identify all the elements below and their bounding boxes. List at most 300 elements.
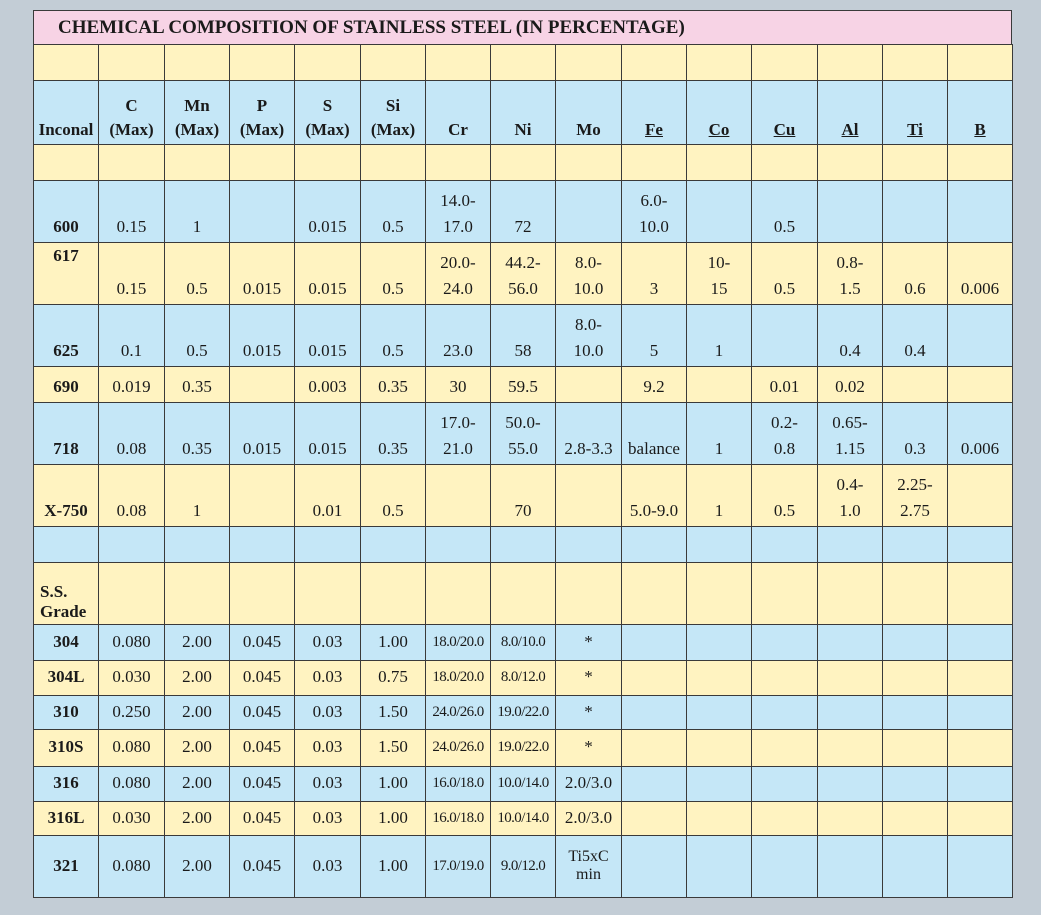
- cell-si: 0.5: [361, 305, 426, 367]
- empty-cell: [818, 625, 883, 661]
- empty-cell: [491, 145, 556, 181]
- cell-c: 0.030: [99, 802, 165, 836]
- cell-line: [754, 188, 815, 214]
- empty-cell: [883, 45, 948, 81]
- cell-fe: [622, 403, 687, 465]
- cell-line: [624, 250, 684, 276]
- cell-ti: [883, 367, 948, 403]
- empty-cell: [948, 527, 1013, 563]
- cell-si: 1.50: [361, 730, 426, 767]
- cell-fe: [622, 465, 687, 527]
- cell-line: 56.0: [508, 279, 538, 298]
- cell-mo: [556, 836, 622, 898]
- empty-cell: [818, 145, 883, 181]
- cell-cu: [752, 305, 818, 367]
- empty-cell: [295, 563, 361, 625]
- cell-co: [687, 243, 752, 305]
- cell-line: [689, 214, 749, 240]
- cell-si: 0.35: [361, 403, 426, 465]
- cell-cr: [426, 181, 491, 243]
- empty-cell: [687, 625, 752, 661]
- cell-p: 0.045: [230, 696, 295, 730]
- empty-cell: [622, 661, 687, 696]
- cell-line: S: [322, 96, 333, 115]
- cell-p: 0.045: [230, 625, 295, 661]
- cell-al: [818, 243, 883, 305]
- cell-c: 0.1: [99, 305, 165, 367]
- cell-line: 10.0: [573, 341, 604, 360]
- empty-cell: [295, 527, 361, 563]
- cell-line: Mn: [184, 96, 210, 115]
- spacer-row: [34, 527, 1013, 563]
- cell-p: [230, 465, 295, 527]
- cell-p: 0.045: [230, 802, 295, 836]
- cell-line: 0.8: [773, 439, 796, 458]
- header-cu: Cu: [752, 81, 818, 145]
- empty-cell: [883, 563, 948, 625]
- empty-cell: [883, 802, 948, 836]
- header-b: B: [948, 81, 1013, 145]
- cell-line: [689, 472, 749, 498]
- cell-ti: [883, 181, 948, 243]
- cell-line: (Max): [305, 120, 350, 139]
- cell-line: [885, 410, 945, 436]
- header-p: [230, 81, 295, 145]
- cell-line: 10-: [707, 253, 731, 272]
- cell-line: 0.5: [773, 501, 796, 520]
- cell-c: 0.080: [99, 836, 165, 898]
- empty-cell: [165, 145, 230, 181]
- empty-cell: [752, 661, 818, 696]
- cell-line: 23.0: [443, 341, 473, 360]
- cell-si: 0.5: [361, 465, 426, 527]
- cell-cr: [426, 403, 491, 465]
- cell-line: 8.0-: [575, 253, 602, 272]
- cell-co: [687, 465, 752, 527]
- empty-cell: [883, 145, 948, 181]
- row-grade: 690: [34, 367, 99, 403]
- empty-cell: [752, 625, 818, 661]
- cell-line: 0.4: [839, 341, 861, 360]
- cell-line: 24.0: [443, 279, 473, 298]
- header-mo: Mo: [556, 81, 622, 145]
- row-grade: 310S: [34, 730, 99, 767]
- cell-mo: [556, 181, 622, 243]
- cell-si: 0.5: [361, 181, 426, 243]
- row-grade: 304L: [34, 661, 99, 696]
- cell-b: [948, 305, 1013, 367]
- cell-line: 5.0-9.0: [629, 501, 679, 520]
- cell-mo: [556, 305, 622, 367]
- row-grade: 617: [34, 243, 99, 305]
- empty-cell: [622, 527, 687, 563]
- empty-cell: [752, 45, 818, 81]
- cell-c: 0.08: [99, 403, 165, 465]
- cell-line: [428, 312, 488, 338]
- empty-cell: [361, 563, 426, 625]
- cell-c: 0.250: [99, 696, 165, 730]
- cell-s: 0.03: [295, 625, 361, 661]
- cell-line: [820, 214, 880, 240]
- empty-cell: [230, 45, 295, 81]
- empty-cell: [99, 145, 165, 181]
- cell-p: [230, 181, 295, 243]
- empty-cell: [687, 45, 752, 81]
- cell-ni: 72: [491, 181, 556, 243]
- cell-si: 1.00: [361, 802, 426, 836]
- cell-al: [818, 181, 883, 243]
- row-grade: 316L: [34, 802, 99, 836]
- cell-b: 0.006: [948, 243, 1013, 305]
- empty-cell: [491, 45, 556, 81]
- empty-cell: [34, 527, 99, 563]
- empty-cell: [622, 836, 687, 898]
- cell-si: 1.00: [361, 767, 426, 802]
- cell-line: 1: [714, 501, 724, 520]
- header-inconal: Inconal: [34, 81, 99, 145]
- empty-cell: [948, 625, 1013, 661]
- header-s: [295, 81, 361, 145]
- cell-fe: [622, 181, 687, 243]
- cell-cr: [426, 243, 491, 305]
- empty-cell: [752, 730, 818, 767]
- cell-line: 0.4-: [836, 475, 864, 494]
- cell-line: [558, 410, 619, 436]
- cell-ti: [883, 243, 948, 305]
- cell-line: 3: [649, 279, 659, 298]
- table-body: [34, 45, 1013, 898]
- empty-cell: [295, 145, 361, 181]
- header-cr: Cr: [426, 81, 491, 145]
- empty-cell: [622, 45, 687, 81]
- row-grade: 625: [34, 305, 99, 367]
- cell-line: C: [125, 96, 138, 115]
- cell-c: 0.080: [99, 730, 165, 767]
- empty-cell: [883, 527, 948, 563]
- cell-line: 6.0-: [640, 191, 668, 210]
- empty-cell: [948, 836, 1013, 898]
- cell-line: balance: [628, 439, 680, 458]
- cell-ni: 19.0/22.0: [491, 696, 556, 730]
- empty-cell: [752, 145, 818, 181]
- empty-cell: [556, 527, 622, 563]
- cell-mn: 0.35: [165, 367, 230, 403]
- cell-ni: 8.0/10.0: [491, 625, 556, 661]
- empty-cell: [361, 45, 426, 81]
- cell-line: [885, 214, 945, 240]
- cell-line: 0.3: [904, 439, 926, 458]
- cell-ti: [883, 305, 948, 367]
- cell-s: 0.03: [295, 696, 361, 730]
- cell-line: 1.5: [839, 279, 861, 298]
- empty-cell: [34, 45, 99, 81]
- ss-row: [34, 696, 1013, 730]
- cell-cr: [426, 305, 491, 367]
- cell-line: 1: [714, 341, 724, 360]
- header-c: [99, 81, 165, 145]
- cell-p: 0.015: [230, 305, 295, 367]
- cell-al: 0.02: [818, 367, 883, 403]
- row-grade: 304: [34, 625, 99, 661]
- empty-cell: [426, 527, 491, 563]
- cell-mn: 2.00: [165, 767, 230, 802]
- cell-mo: *: [556, 625, 622, 661]
- cell-line: P: [256, 96, 268, 115]
- empty-cell: [818, 696, 883, 730]
- cell-s: 0.03: [295, 802, 361, 836]
- cell-cr: 24.0/26.0: [426, 730, 491, 767]
- cell-line: 1.15: [835, 439, 865, 458]
- cell-line: 17.0-: [440, 413, 476, 432]
- empty-cell: [491, 527, 556, 563]
- cell-s: 0.03: [295, 661, 361, 696]
- cell-line: [885, 188, 945, 214]
- empty-cell: [948, 696, 1013, 730]
- cell-mn: 2.00: [165, 802, 230, 836]
- empty-cell: [948, 145, 1013, 181]
- row-grade: X-750: [34, 465, 99, 527]
- cell-line: [689, 188, 749, 214]
- empty-cell: [752, 563, 818, 625]
- spacer-row: [34, 145, 1013, 181]
- cell-p: 0.015: [230, 243, 295, 305]
- cell-mo: [556, 243, 622, 305]
- composition-sheet: [33, 10, 1012, 898]
- cell-line: 0.4: [904, 341, 926, 360]
- empty-cell: [687, 527, 752, 563]
- cell-ni: [491, 465, 556, 527]
- cell-ni: 59.5: [491, 367, 556, 403]
- empty-cell: [426, 563, 491, 625]
- cell-c: 0.08: [99, 465, 165, 527]
- cell-cu: 0.01: [752, 367, 818, 403]
- cell-s: 0.015: [295, 181, 361, 243]
- cell-cu: [752, 403, 818, 465]
- cell-p: [230, 367, 295, 403]
- cell-s: 0.03: [295, 730, 361, 767]
- empty-cell: [556, 45, 622, 81]
- cell-line: 0.65-: [832, 413, 868, 432]
- row-grade: 321: [34, 836, 99, 898]
- cell-mo: [556, 367, 622, 403]
- cell-line: [689, 410, 749, 436]
- cell-cu: [752, 243, 818, 305]
- cell-line: Ti5xC: [568, 847, 609, 865]
- empty-cell: [818, 661, 883, 696]
- cell-mo: *: [556, 696, 622, 730]
- empty-cell: [622, 563, 687, 625]
- cell-line: [558, 498, 619, 524]
- header-ti: Ti: [883, 81, 948, 145]
- empty-cell: [361, 527, 426, 563]
- ss-row: [34, 836, 1013, 898]
- cell-line: 17.0: [443, 217, 473, 236]
- cell-line: min: [576, 865, 601, 883]
- cell-line: 2.25-: [897, 475, 933, 494]
- empty-cell: [622, 625, 687, 661]
- header-fe: Fe: [622, 81, 687, 145]
- cell-p: 0.045: [230, 661, 295, 696]
- cell-al: [818, 465, 883, 527]
- inconel-row: [34, 181, 1013, 243]
- cell-line: (Max): [370, 120, 416, 139]
- cell-line: 2.75: [900, 501, 930, 520]
- cell-mo: [556, 465, 622, 527]
- cell-line: [493, 312, 553, 338]
- cell-co: [687, 367, 752, 403]
- cell-line: [754, 338, 815, 364]
- cell-mn: 2.00: [165, 730, 230, 767]
- cell-mn: 1: [165, 465, 230, 527]
- cell-cr: 18.0/20.0: [426, 661, 491, 696]
- inconel-row: [34, 305, 1013, 367]
- empty-cell: [622, 767, 687, 802]
- empty-cell: [948, 45, 1013, 81]
- cell-ni: 8.0/12.0: [491, 661, 556, 696]
- empty-cell: [948, 563, 1013, 625]
- empty-cell: [230, 145, 295, 181]
- cell-line: 1: [714, 439, 724, 458]
- cell-line: 0.5: [773, 279, 796, 298]
- cell-ni: 10.0/14.0: [491, 767, 556, 802]
- inconel-row: [34, 465, 1013, 527]
- cell-c: 0.030: [99, 661, 165, 696]
- empty-cell: [883, 836, 948, 898]
- cell-mn: 2.00: [165, 661, 230, 696]
- cell-cr: [426, 465, 491, 527]
- cell-si: 0.35: [361, 367, 426, 403]
- cell-line: [558, 188, 619, 214]
- row-grade: 718: [34, 403, 99, 465]
- cell-line: [493, 472, 553, 498]
- cell-line: 15: [710, 279, 728, 298]
- cell-line: 10.0: [573, 279, 604, 298]
- header-al: Al: [818, 81, 883, 145]
- cell-line: 20.0-: [440, 253, 476, 272]
- empty-cell: [230, 563, 295, 625]
- empty-cell: [752, 836, 818, 898]
- cell-mn: 2.00: [165, 696, 230, 730]
- empty-cell: [818, 730, 883, 767]
- header-co: Co: [687, 81, 752, 145]
- ss-row: [34, 802, 1013, 836]
- cell-mn: 1: [165, 181, 230, 243]
- cell-line: 0.2-: [771, 413, 798, 432]
- cell-line: [754, 472, 815, 498]
- cell-cu: [752, 181, 818, 243]
- empty-cell: [99, 563, 165, 625]
- ss-row: [34, 661, 1013, 696]
- cell-cu: [752, 465, 818, 527]
- header-ni: Ni: [491, 81, 556, 145]
- cell-cr: 30: [426, 367, 491, 403]
- cell-s: 0.03: [295, 836, 361, 898]
- cell-ni: 10.0/14.0: [491, 802, 556, 836]
- empty-cell: [622, 802, 687, 836]
- cell-s: 0.015: [295, 243, 361, 305]
- empty-cell: [687, 563, 752, 625]
- cell-fe: 9.2: [622, 367, 687, 403]
- empty-cell: [687, 696, 752, 730]
- cell-si: 1.00: [361, 625, 426, 661]
- ss-row: [34, 625, 1013, 661]
- cell-line: Si: [385, 96, 401, 115]
- cell-s: 0.003: [295, 367, 361, 403]
- cell-s: 0.01: [295, 465, 361, 527]
- cell-mn: 0.35: [165, 403, 230, 465]
- empty-cell: [165, 45, 230, 81]
- cell-line: [689, 312, 749, 338]
- ss-row: [34, 767, 1013, 802]
- cell-co: [687, 403, 752, 465]
- empty-cell: [883, 767, 948, 802]
- cell-line: [624, 410, 684, 436]
- row-grade: 310: [34, 696, 99, 730]
- empty-cell: [883, 730, 948, 767]
- cell-line: 50.0-: [505, 413, 541, 432]
- empty-cell: [687, 661, 752, 696]
- cell-b: 0.006: [948, 403, 1013, 465]
- cell-ti: [883, 465, 948, 527]
- cell-ni: [491, 305, 556, 367]
- cell-line: 10.0: [639, 217, 669, 236]
- table-title: CHEMICAL COMPOSITION OF STAINLESS STEEL (IN PERCENTAGE): [33, 10, 1012, 44]
- cell-mo: 2.0/3.0: [556, 767, 622, 802]
- cell-line: Grade: [40, 602, 87, 621]
- row-grade: 600: [34, 181, 99, 243]
- cell-cr: 18.0/20.0: [426, 625, 491, 661]
- cell-al: [818, 403, 883, 465]
- empty-cell: [948, 802, 1013, 836]
- cell-co: [687, 181, 752, 243]
- cell-line: [754, 312, 815, 338]
- cell-line: 70: [514, 501, 532, 520]
- cell-line: 8.0-: [575, 315, 602, 334]
- cell-line: [624, 312, 684, 338]
- cell-cr: 17.0/19.0: [426, 836, 491, 898]
- inconel-row: [34, 403, 1013, 465]
- empty-cell: [883, 625, 948, 661]
- empty-cell: [34, 145, 99, 181]
- empty-cell: [687, 802, 752, 836]
- empty-cell: [165, 527, 230, 563]
- cell-line: [624, 472, 684, 498]
- cell-p: 0.045: [230, 730, 295, 767]
- empty-cell: [818, 563, 883, 625]
- cell-s: 0.03: [295, 767, 361, 802]
- cell-fe: [622, 243, 687, 305]
- empty-cell: [622, 145, 687, 181]
- empty-cell: [818, 527, 883, 563]
- cell-co: [687, 305, 752, 367]
- empty-cell: [752, 802, 818, 836]
- cell-b: [948, 181, 1013, 243]
- cell-line: (Max): [174, 120, 220, 139]
- empty-cell: [426, 145, 491, 181]
- cell-cr: 16.0/18.0: [426, 767, 491, 802]
- empty-cell: [295, 45, 361, 81]
- cell-line: 44.2-: [505, 253, 541, 272]
- empty-cell: [361, 145, 426, 181]
- cell-line: 1.0: [839, 501, 861, 520]
- cell-ni: [491, 403, 556, 465]
- empty-cell: [752, 696, 818, 730]
- cell-c: 0.080: [99, 625, 165, 661]
- empty-cell: [818, 767, 883, 802]
- empty-cell: [687, 767, 752, 802]
- cell-mo: *: [556, 730, 622, 767]
- empty-cell: [818, 45, 883, 81]
